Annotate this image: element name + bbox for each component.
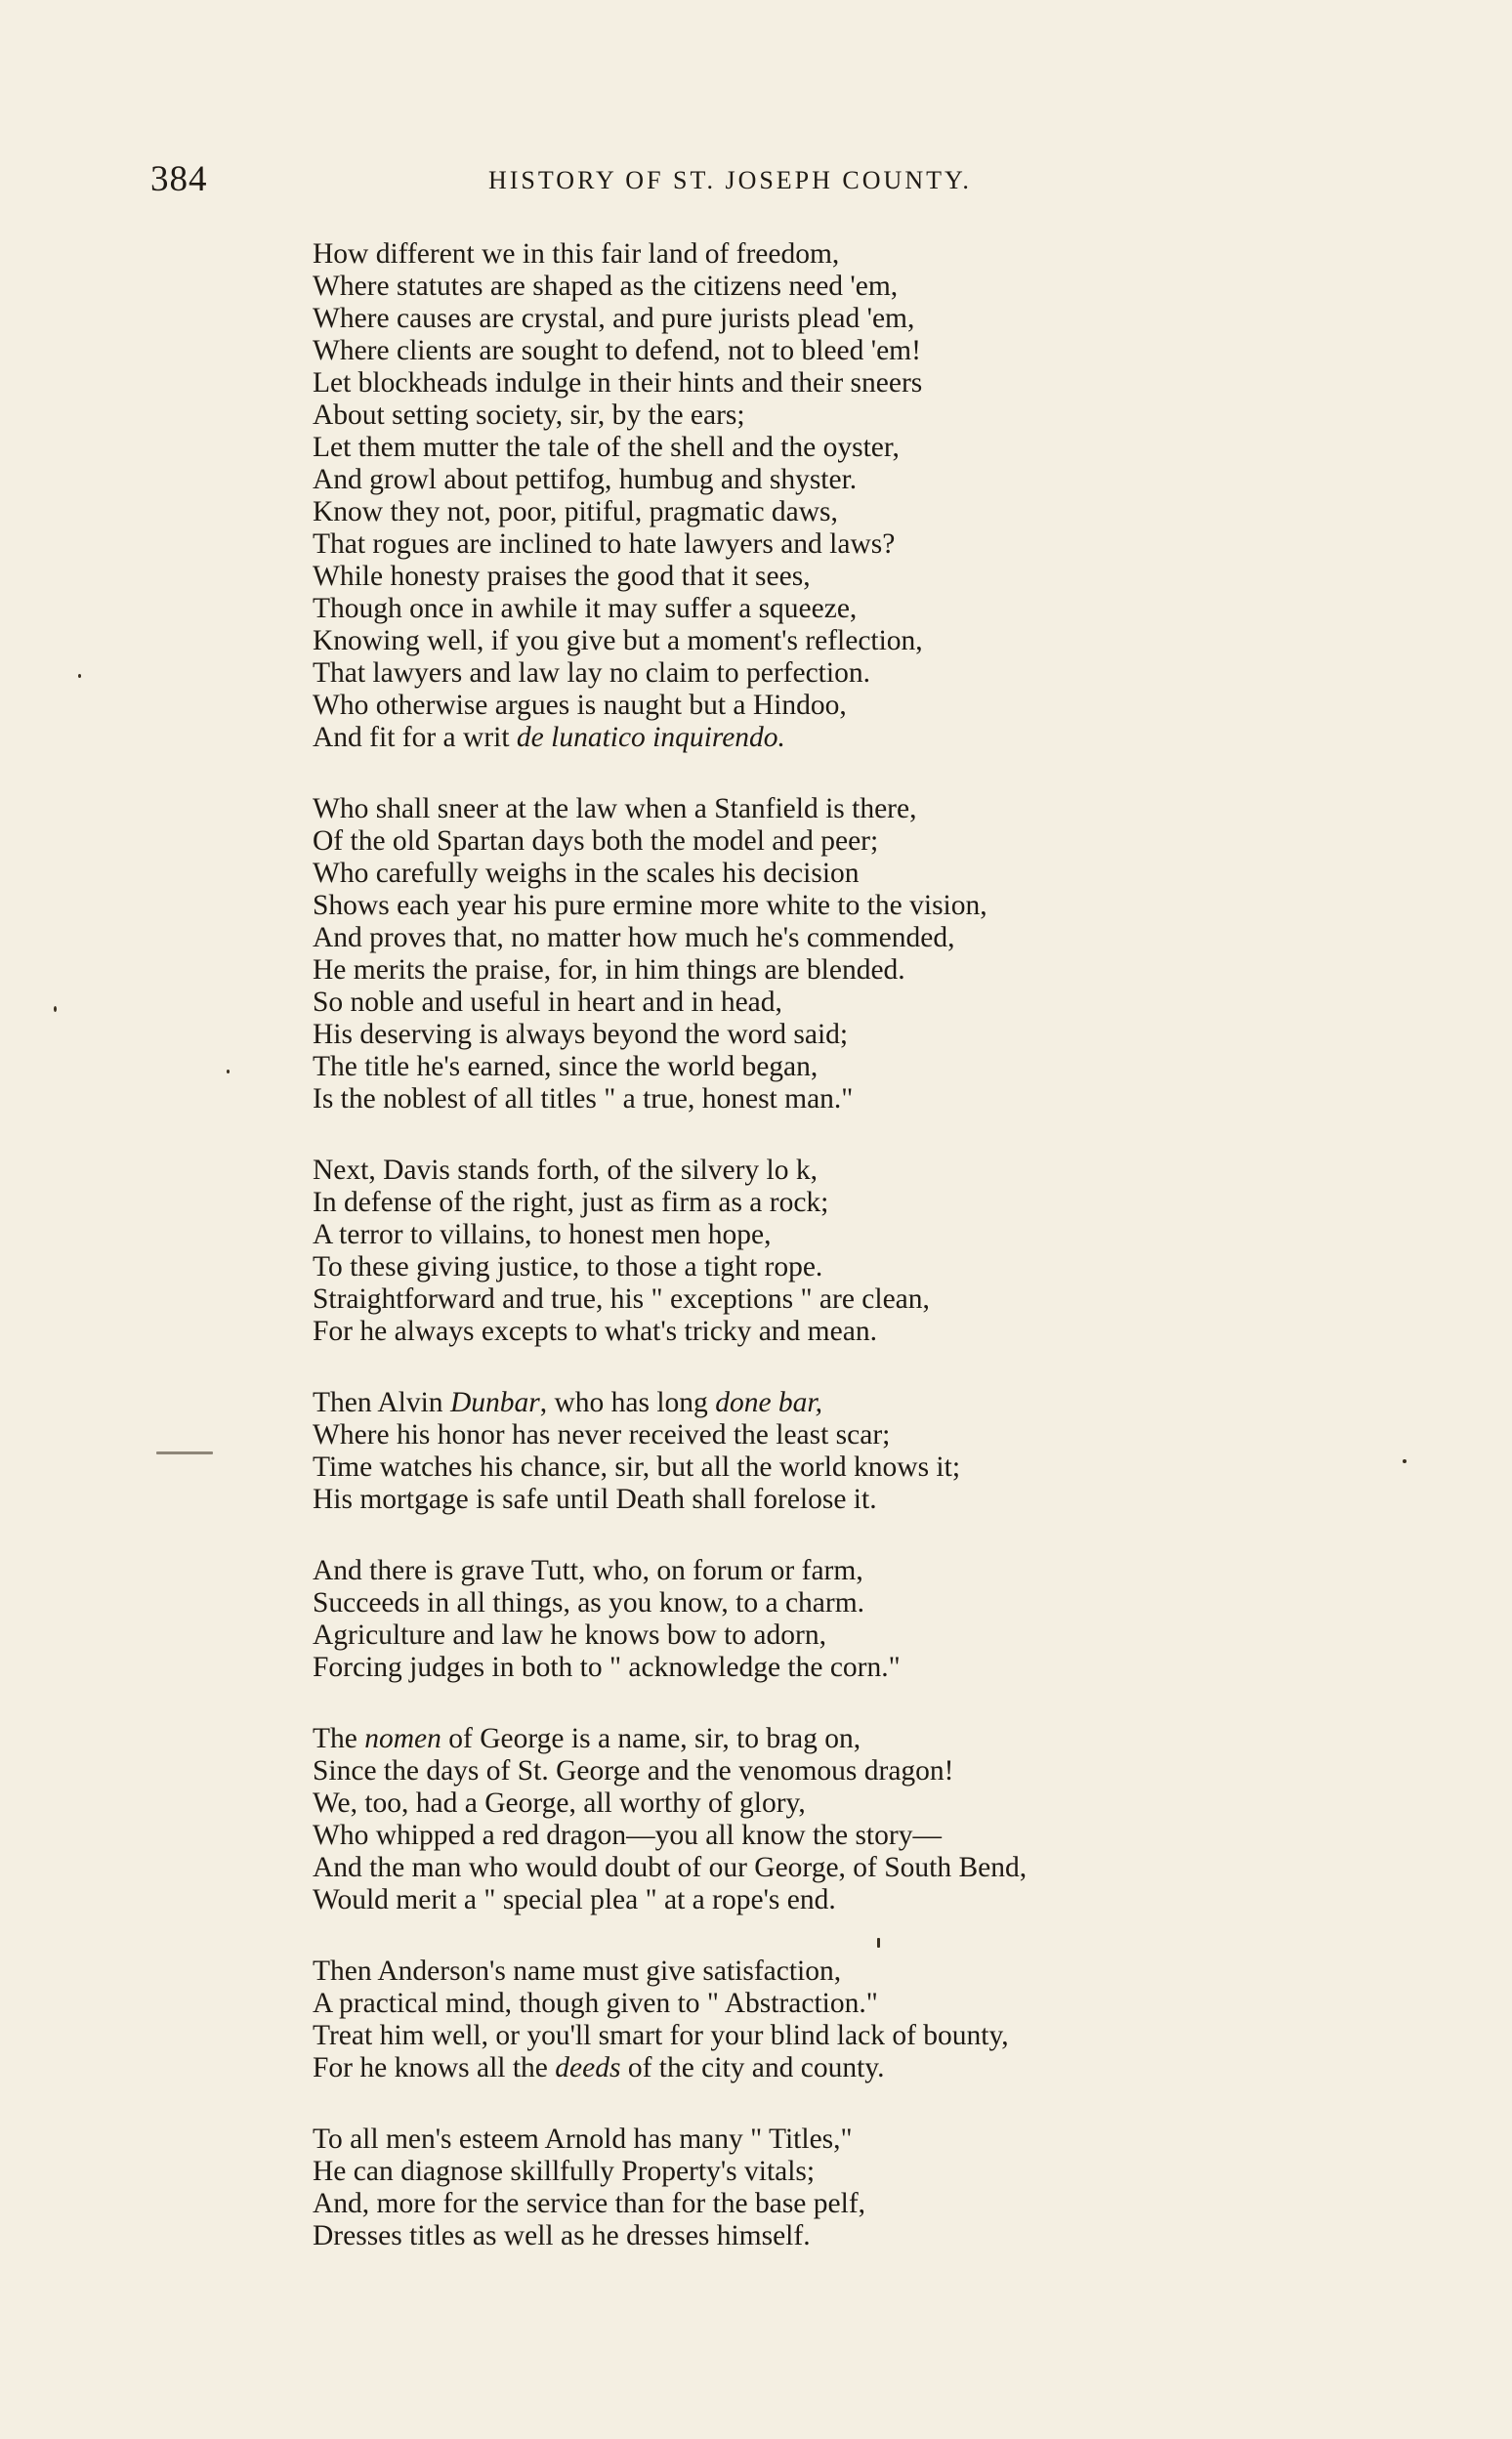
poem-line: Then Anderson's name must give satisfaction,	[313, 1955, 842, 1987]
poem-line: In defense of the right, just as firm as a rock;	[313, 1187, 829, 1218]
italic-phrase: done bar,	[715, 1387, 822, 1418]
stanza	[313, 1155, 1289, 1348]
poem-line: Knowing well, if you give but a moment's reflection,	[313, 625, 923, 656]
poem-line: Dresses titles as well as he dresses himself.	[313, 2220, 811, 2251]
stanza	[313, 1723, 1289, 1916]
poem-line: That rogues are inclined to hate lawyers and laws?	[313, 528, 896, 560]
poem-line: So noble and useful in heart and in head,	[313, 987, 782, 1018]
poem-line: About setting society, sir, by the ears;	[313, 399, 745, 431]
line-segment: For he knows all the	[313, 2052, 556, 2083]
poem-line: And growl about pettifog, humbug and shyster.	[313, 464, 858, 495]
stanza	[313, 238, 1289, 754]
poem	[313, 238, 1289, 2292]
poem-line: That lawyers and law lay no claim to perfection.	[313, 657, 870, 689]
poem-line: And, more for the service than for the base pelf,	[313, 2188, 866, 2219]
poem-line: Forcing judges in both to " acknowledge the corn."	[313, 1652, 901, 1683]
poem-line: Let blockheads indulge in their hints and their sneers	[313, 367, 923, 399]
stanza	[313, 1955, 1289, 2084]
poem-line: Is the noblest of all titles " a true, honest man."	[313, 1083, 854, 1114]
poem-line: Succeeds in all things, as you know, to a charm.	[313, 1587, 865, 1619]
poem-line: Straightforward and true, his " exceptions " are clean,	[313, 1283, 930, 1315]
running-head	[0, 158, 1512, 207]
stanza	[313, 2124, 1289, 2252]
scan-speck	[1403, 1459, 1407, 1463]
poem-line: To all men's esteem Arnold has many " Titles,"	[313, 2124, 853, 2155]
line-segment: And fit for a writ	[313, 722, 517, 753]
poem-line: And proves that, no matter how much he's commended,	[313, 922, 955, 953]
poem-line: Would merit a " special plea " at a rope's end.	[313, 1884, 836, 1915]
poem-line: To these giving justice, to those a tight rope.	[313, 1251, 823, 1283]
poem-line: He can diagnose skillfully Property's vitals;	[313, 2156, 816, 2187]
italic-phrase: de lunatico inquirendo.	[516, 722, 785, 753]
poem-line: Shows each year his pure ermine more white to the vision,	[313, 890, 987, 921]
poem-line: For he always excepts to what's tricky and mean.	[313, 1316, 877, 1347]
line-segment: The	[313, 1723, 365, 1754]
poem-line: Time watches his chance, sir, but all the world knows it;	[313, 1451, 961, 1483]
stanza	[313, 1555, 1289, 1684]
poem-line: Who shall sneer at the law when a Stanfield is there,	[313, 793, 917, 824]
poem-line: Agriculture and law he knows bow to adorn,	[313, 1619, 826, 1651]
poem-line: And the man who would doubt of our George, of South Bend,	[313, 1852, 1028, 1883]
poem-line: Where causes are crystal, and pure jurists plead 'em,	[313, 303, 915, 334]
line-segment: of George is a name, sir, to brag on,	[441, 1723, 861, 1754]
poem-line: Next, Davis stands forth, of the silvery lo k,	[313, 1155, 818, 1186]
scan-speck	[54, 1006, 57, 1012]
scan-speck	[227, 1070, 230, 1073]
italic-phrase: Dunbar	[449, 1387, 540, 1418]
poem-line: Of the old Spartan days both the model and peer;	[313, 825, 879, 857]
scan-speck	[78, 674, 81, 678]
poem-line	[313, 2052, 1289, 2084]
scan-speck	[877, 1938, 880, 1948]
poem-line: Where clients are sought to defend, not to bleed 'em!	[313, 335, 921, 366]
italic-phrase: deeds	[555, 2052, 621, 2083]
italic-phrase: nomen	[364, 1723, 441, 1754]
line-segment: , who has long	[539, 1387, 716, 1418]
poem-line: Since the days of St. George and the venomous dragon!	[313, 1755, 954, 1787]
poem-line: Where statutes are shaped as the citizens need 'em,	[313, 271, 899, 302]
poem-line: Let them mutter the tale of the shell and the oyster,	[313, 432, 900, 463]
poem-line	[313, 1723, 1289, 1755]
poem-line: He merits the praise, for, in him things are blended.	[313, 954, 905, 986]
poem-line: Know they not, poor, pitiful, pragmatic daws,	[313, 496, 838, 527]
line-segment: Then Alvin	[313, 1387, 450, 1418]
stanza	[313, 1387, 1289, 1516]
poem-line: A terror to villains, to honest men hope,	[313, 1219, 772, 1250]
poem-line: While honesty praises the good that it sees,	[313, 561, 811, 592]
line-segment: of the city and county.	[620, 2052, 885, 2083]
poem-line: Who carefully weighs in the scales his decision	[313, 858, 860, 889]
poem-line: Where his honor has never received the least scar;	[313, 1419, 891, 1451]
poem-line	[313, 722, 1289, 754]
poem-line: His mortgage is safe until Death shall forelose it.	[313, 1484, 877, 1515]
scan-speck	[156, 1451, 213, 1454]
stanza	[313, 793, 1289, 1115]
poem-line: Treat him well, or you'll smart for your blind lack of bounty,	[313, 2020, 1009, 2051]
poem-line: We, too, had a George, all worthy of glory,	[313, 1787, 806, 1819]
poem-line: How different we in this fair land of freedom,	[313, 238, 840, 270]
poem-line: Though once in awhile it may suffer a squeeze,	[313, 593, 858, 624]
running-title: HISTORY OF ST. JOSEPH COUNTY.	[488, 166, 972, 194]
poem-line: Who whipped a red dragon—you all know the story—	[313, 1820, 942, 1851]
poem-line: The title he's earned, since the world began,	[313, 1051, 819, 1082]
poem-line	[313, 1387, 1289, 1419]
poem-line: And there is grave Tutt, who, on forum or farm,	[313, 1555, 863, 1586]
poem-line: A practical mind, though given to " Abstraction."	[313, 1988, 878, 2019]
poem-line: Who otherwise argues is naught but a Hindoo,	[313, 690, 847, 721]
page-number: 384	[150, 159, 208, 199]
poem-line: His deserving is always beyond the word said;	[313, 1019, 849, 1050]
